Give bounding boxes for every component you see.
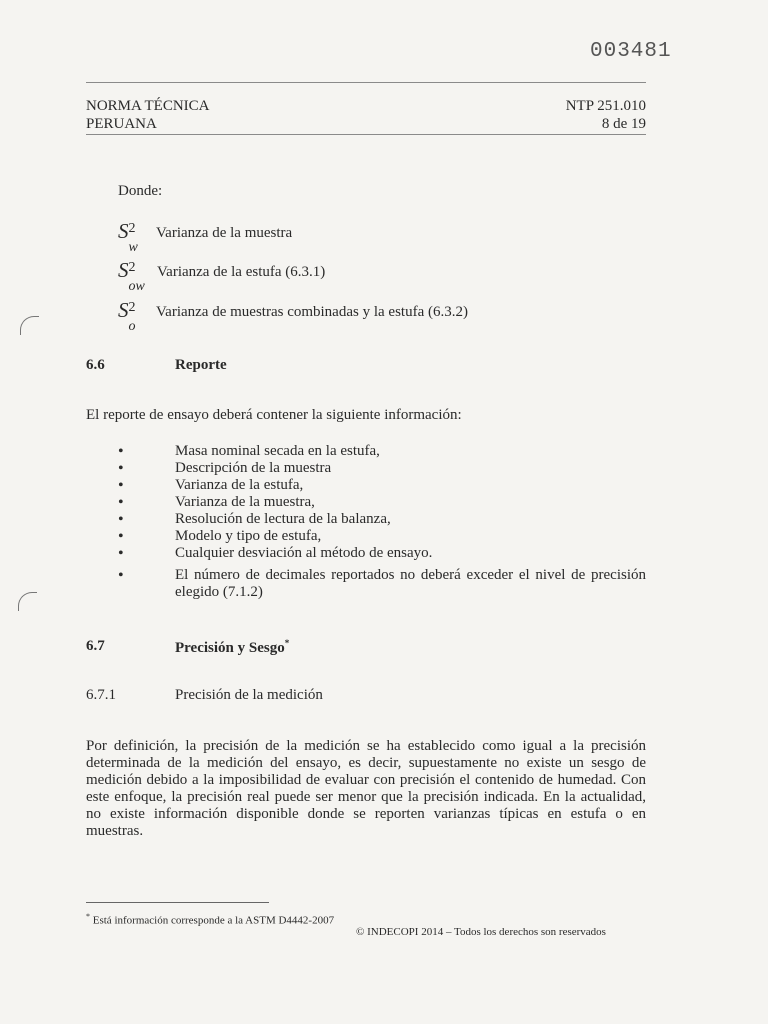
list-item: Masa nominal secada en la estufa, — [175, 443, 380, 459]
list-item: Modelo y tipo de estufa, — [175, 528, 322, 544]
bullet-icon: • — [118, 511, 124, 528]
scan-edge-mark — [20, 316, 39, 335]
header-left-line2: PERUANA — [86, 116, 157, 132]
bullet-icon: • — [118, 460, 124, 477]
footnote-rule — [86, 902, 269, 903]
definition-text: Varianza de la muestra — [156, 225, 293, 241]
header-top-rule — [86, 82, 646, 83]
report-intro: El reporte de ensayo deberá contener la siguiente información: — [86, 407, 462, 423]
document-stamp-number: 003481 — [590, 40, 672, 63]
list-item: Resolución de lectura de la balanza, — [175, 511, 391, 527]
bullet-icon: • — [118, 545, 124, 562]
list-item-continuation: elegido (7.1.2) — [175, 584, 263, 600]
bullet-icon: • — [118, 567, 124, 584]
footnote-marker: * — [284, 638, 290, 648]
section-title: Precisión y Sesgo* — [175, 638, 290, 656]
header-left-line1: NORMA TÉCNICA — [86, 98, 210, 114]
list-item: Cualquier desviación al método de ensayo. — [175, 545, 433, 561]
section-number: 6.6 — [86, 357, 105, 373]
definition-row — [118, 258, 145, 294]
donde-label: Donde: — [118, 183, 163, 199]
paragraph-line: Por definición, la precisión de la medición se ha establecido como igual a la precisión — [86, 738, 646, 754]
definition-row — [118, 219, 138, 255]
section-title: Reporte — [175, 357, 227, 373]
paragraph-line: este enfoque, la precisión real puede ser menor que la precisión indicada. En la actualidad, — [86, 789, 646, 805]
header-standard-code: NTP 251.010 — [565, 98, 646, 114]
bullet-icon: • — [118, 528, 124, 545]
header-page-number: 8 de 19 — [601, 116, 646, 132]
bullet-icon: • — [118, 443, 124, 460]
header-bottom-rule — [86, 134, 646, 135]
paragraph-line: muestras. — [86, 823, 144, 839]
variance-symbol: S 2 ow — [118, 258, 145, 294]
footnote: * Está información corresponde a la ASTM D4442-2007 — [86, 912, 335, 927]
section-number: 6.7 — [86, 638, 105, 654]
list-item: Varianza de la muestra, — [175, 494, 315, 510]
scan-edge-mark — [18, 592, 37, 611]
definition-text: Varianza de la estufa (6.3.1) — [157, 264, 326, 280]
list-item: Descripción de la muestra — [175, 460, 332, 476]
list-item: El número de decimales reportados no deberá exceder el nivel de precisión — [175, 567, 646, 583]
paragraph-line: determinada de la medición del ensayo, es decir, supuestamente no existe un sesgo de — [86, 755, 646, 771]
paragraph-line: no existe información disponible donde se reporten varianzas típicas en estufa o en — [86, 806, 646, 822]
definition-text: Varianza de muestras combinadas y la estufa (6.3.2) — [156, 304, 468, 320]
paragraph-line: medición debido a la imposibilidad de evaluar con precisión el contenido de humedad. Con — [86, 772, 646, 788]
copyright-notice: © INDECOPI 2014 – Todos los derechos son reservados — [356, 926, 606, 938]
list-item: Varianza de la estufa, — [175, 477, 304, 493]
definition-row — [118, 298, 136, 334]
subsection-title: Precisión de la medición — [175, 687, 323, 703]
bullet-icon: • — [118, 477, 124, 494]
bullet-icon: • — [118, 494, 124, 511]
variance-symbol: S 2 w — [118, 219, 138, 255]
subsection-number: 6.7.1 — [86, 687, 116, 703]
variance-symbol: S 2 o — [118, 298, 136, 334]
